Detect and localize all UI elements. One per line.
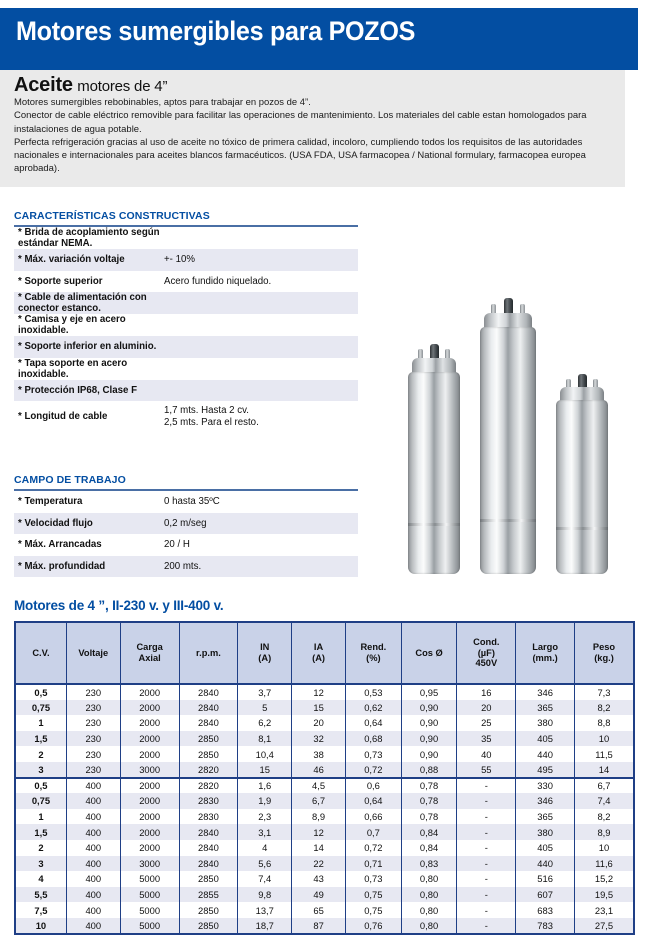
table-cell: 12 bbox=[292, 684, 346, 700]
spec-label: * Temperatura bbox=[18, 496, 83, 508]
table-cell: 2850 bbox=[179, 871, 238, 887]
spec-row bbox=[14, 292, 358, 314]
product-subtitle-normal: motores de 4” bbox=[77, 78, 168, 95]
table-row bbox=[15, 731, 634, 747]
table-cell: 20 bbox=[457, 700, 516, 716]
table-cell: 19,5 bbox=[575, 887, 635, 903]
table-cell: 0,90 bbox=[401, 746, 457, 762]
spec-row bbox=[14, 271, 358, 293]
table-cell: 2840 bbox=[179, 684, 238, 700]
table-cell: 0,5 bbox=[15, 684, 66, 700]
table-row bbox=[15, 871, 634, 887]
table-cell: 2000 bbox=[120, 793, 179, 809]
spec-row bbox=[14, 336, 358, 358]
table-cell: 2820 bbox=[179, 762, 238, 778]
table-cell: 2000 bbox=[120, 715, 179, 731]
table-cell: 230 bbox=[66, 684, 120, 700]
spec-value: Acero fundido niquelado. bbox=[164, 275, 272, 287]
spec-label: * Soporte inferior en aluminio. bbox=[18, 341, 157, 353]
table-cell: 0,72 bbox=[346, 840, 402, 856]
table-cell: 2850 bbox=[179, 902, 238, 918]
table-row bbox=[15, 840, 634, 856]
table-cell: 8,8 bbox=[575, 715, 635, 731]
table-cell: 25 bbox=[457, 715, 516, 731]
table-cell: 43 bbox=[292, 871, 346, 887]
product-subtitle-strong: Aceite bbox=[14, 74, 73, 96]
table-cell: - bbox=[457, 840, 516, 856]
table-cell: 440 bbox=[516, 856, 575, 872]
table-cell: 2000 bbox=[120, 684, 179, 700]
table-cell: 10 bbox=[575, 840, 635, 856]
table-cell: 230 bbox=[66, 700, 120, 716]
intro-line-3: Perfecta refrigeración gracias al uso de aceite no tóxico de primera calidad, incoloro, cumpliendo todos los requisitos de las autoridades nacionales e internacionales para aceites blancos farmacéuticos. (USA FDA, USA farmacopea / National formulary, farmacopea europea aprobada). bbox=[14, 136, 586, 175]
table-cell: 1 bbox=[15, 809, 66, 825]
table-cell: 683 bbox=[516, 902, 575, 918]
table-cell: 2830 bbox=[179, 809, 238, 825]
table-cell: 0,80 bbox=[401, 871, 457, 887]
table-cell: 400 bbox=[66, 856, 120, 872]
spec-value bbox=[164, 314, 358, 336]
intro-text bbox=[14, 96, 610, 176]
spec-label: * Soporte superior bbox=[18, 275, 103, 287]
table-row bbox=[15, 684, 634, 700]
table-cell: 10 bbox=[15, 918, 66, 934]
table-cell: 49 bbox=[292, 887, 346, 903]
table-cell: 32 bbox=[292, 731, 346, 747]
table-row bbox=[15, 700, 634, 716]
table-cell: 11,5 bbox=[575, 746, 635, 762]
motor-shaft-icon bbox=[504, 298, 513, 314]
table-cell: 1 bbox=[15, 715, 66, 731]
table-cell: 495 bbox=[516, 762, 575, 778]
table-cell: 400 bbox=[66, 918, 120, 934]
table-cell: 230 bbox=[66, 746, 120, 762]
spec-label: * Camisa y eje en acero inoxidable. bbox=[18, 314, 126, 336]
table-cell: 0,78 bbox=[401, 778, 457, 794]
table-cell: 0,80 bbox=[401, 918, 457, 934]
motor-unit-center bbox=[480, 298, 536, 574]
table-cell: 10 bbox=[575, 731, 635, 747]
motor-shaft-icon bbox=[578, 374, 587, 388]
spec-value: 0 hasta 35ºC bbox=[164, 496, 220, 508]
table-cell: 2840 bbox=[179, 715, 238, 731]
table-cell: - bbox=[457, 824, 516, 840]
spec-label: * Tapa soporte en acero inoxidable. bbox=[18, 357, 128, 380]
table-column-header: Cond. (µF) 450V bbox=[457, 622, 516, 684]
table-cell: 0,75 bbox=[346, 902, 402, 918]
spec-row bbox=[14, 249, 358, 271]
table-cell: 2,3 bbox=[238, 809, 292, 825]
motor-unit-left bbox=[408, 344, 460, 574]
table-row bbox=[15, 746, 634, 762]
table-cell: 5 bbox=[238, 700, 292, 716]
table-cell: 3 bbox=[15, 856, 66, 872]
table-row bbox=[15, 809, 634, 825]
spec-value: 1,7 mts. Hasta 2 cv. 2,5 mts. Para el resto. bbox=[164, 404, 259, 428]
table-cell: 20 bbox=[292, 715, 346, 731]
table-cell: 0,66 bbox=[346, 809, 402, 825]
motor-seam bbox=[556, 527, 608, 530]
table-column-header: Cos Ø bbox=[401, 622, 457, 684]
motor-body bbox=[480, 327, 536, 574]
spec-value bbox=[164, 358, 358, 380]
spec-row bbox=[14, 227, 358, 249]
table-cell: 400 bbox=[66, 902, 120, 918]
table-cell: 1,5 bbox=[15, 824, 66, 840]
spec-value: 20 / H bbox=[164, 539, 190, 551]
motor-body bbox=[556, 400, 608, 574]
spec-label: * Brida de acoplamiento según estándar NEMA. bbox=[18, 227, 160, 249]
spec-value bbox=[164, 380, 358, 402]
table-cell: 13,7 bbox=[238, 902, 292, 918]
table-cell: - bbox=[457, 793, 516, 809]
table-cell: 3,7 bbox=[238, 684, 292, 700]
table-cell: 2840 bbox=[179, 856, 238, 872]
table-cell: 14 bbox=[575, 762, 635, 778]
table-column-header: IA (A) bbox=[292, 622, 346, 684]
table-cell: 0,5 bbox=[15, 778, 66, 794]
spec-value: +- 10% bbox=[164, 254, 195, 266]
table-column-header: Peso (kg.) bbox=[575, 622, 635, 684]
table-row bbox=[15, 778, 634, 794]
table-cell: 365 bbox=[516, 700, 575, 716]
page-title: Motores sumergibles para POZOS bbox=[16, 16, 416, 46]
table-cell: 0,76 bbox=[346, 918, 402, 934]
spec-value bbox=[164, 227, 358, 249]
table-cell: 27,5 bbox=[575, 918, 635, 934]
section-campo-de-trabajo bbox=[14, 474, 358, 577]
table-cell: 2840 bbox=[179, 840, 238, 856]
table-cell: 0,73 bbox=[346, 871, 402, 887]
data-table-title: Motores de 4 ”, II-230 v. y III-400 v. bbox=[14, 598, 224, 613]
table-cell: - bbox=[457, 778, 516, 794]
table-column-header: Carga Axial bbox=[120, 622, 179, 684]
table-cell: 5000 bbox=[120, 918, 179, 934]
table-cell: 0,6 bbox=[346, 778, 402, 794]
table-cell: 0,72 bbox=[346, 762, 402, 778]
spec-label: * Protección IP68, Clase F bbox=[18, 384, 137, 396]
table-cell: 0,78 bbox=[401, 809, 457, 825]
table-cell: 12 bbox=[292, 824, 346, 840]
table-cell: 230 bbox=[66, 762, 120, 778]
table-cell: 0,84 bbox=[401, 824, 457, 840]
table-cell: 2840 bbox=[179, 824, 238, 840]
table-cell: 0,73 bbox=[346, 746, 402, 762]
table-cell: 7,3 bbox=[575, 684, 635, 700]
table-cell: 46 bbox=[292, 762, 346, 778]
table-cell: 0,62 bbox=[346, 700, 402, 716]
table-cell: 40 bbox=[457, 746, 516, 762]
table-cell: 400 bbox=[66, 809, 120, 825]
table-cell: 2855 bbox=[179, 887, 238, 903]
table-cell: 365 bbox=[516, 809, 575, 825]
spec-row bbox=[14, 314, 358, 336]
product-subtitle bbox=[14, 74, 167, 97]
table-cell: 8,1 bbox=[238, 731, 292, 747]
table-cell: 2850 bbox=[179, 918, 238, 934]
table-cell: 0,90 bbox=[401, 715, 457, 731]
table-cell: 2840 bbox=[179, 700, 238, 716]
table-cell: 35 bbox=[457, 731, 516, 747]
table-cell: 516 bbox=[516, 871, 575, 887]
table-cell: 0,83 bbox=[401, 856, 457, 872]
spec-label: * Máx. Arrancadas bbox=[18, 539, 102, 551]
table-cell: 2830 bbox=[179, 793, 238, 809]
table-cell: 22 bbox=[292, 856, 346, 872]
table-cell: - bbox=[457, 871, 516, 887]
table-cell: 8,2 bbox=[575, 700, 635, 716]
table-cell: 0,80 bbox=[401, 887, 457, 903]
table-cell: 0,68 bbox=[346, 731, 402, 747]
table-cell: 15 bbox=[238, 762, 292, 778]
table-row bbox=[15, 856, 634, 872]
table-cell: 8,9 bbox=[575, 824, 635, 840]
table-cell: - bbox=[457, 918, 516, 934]
table-cell: 0,75 bbox=[346, 887, 402, 903]
table-cell: 380 bbox=[516, 715, 575, 731]
table-cell: 8,2 bbox=[575, 809, 635, 825]
table-cell: 400 bbox=[66, 793, 120, 809]
table-cell: 4,5 bbox=[292, 778, 346, 794]
table-cell: 15 bbox=[292, 700, 346, 716]
table-cell: 16 bbox=[457, 684, 516, 700]
table-cell: 5,5 bbox=[15, 887, 66, 903]
table-cell: 87 bbox=[292, 918, 346, 934]
table-cell: 380 bbox=[516, 824, 575, 840]
table-cell: 4 bbox=[15, 871, 66, 887]
table-cell: 6,2 bbox=[238, 715, 292, 731]
table-header-row bbox=[15, 622, 634, 684]
table-cell: 0,78 bbox=[401, 793, 457, 809]
table-cell: 0,53 bbox=[346, 684, 402, 700]
table-cell: 3 bbox=[15, 762, 66, 778]
table-cell: 18,7 bbox=[238, 918, 292, 934]
table-column-header: Voltaje bbox=[66, 622, 120, 684]
table-cell: 7,4 bbox=[575, 793, 635, 809]
table-cell: 440 bbox=[516, 746, 575, 762]
spec-row bbox=[14, 534, 358, 556]
spec-label: * Longitud de cable bbox=[18, 410, 108, 422]
table-cell: 2 bbox=[15, 840, 66, 856]
table-cell: 5000 bbox=[120, 871, 179, 887]
spec-label: * Máx. variación voltaje bbox=[18, 254, 125, 266]
table-row bbox=[15, 887, 634, 903]
table-cell: 1,5 bbox=[15, 731, 66, 747]
table-cell: 0,84 bbox=[401, 840, 457, 856]
table-cell: 0,80 bbox=[401, 902, 457, 918]
table-cell: 6,7 bbox=[292, 793, 346, 809]
table-cell: 1,9 bbox=[238, 793, 292, 809]
table-cell: 14 bbox=[292, 840, 346, 856]
table-row bbox=[15, 824, 634, 840]
table-cell: 346 bbox=[516, 793, 575, 809]
table-cell: 230 bbox=[66, 731, 120, 747]
table-cell: 783 bbox=[516, 918, 575, 934]
spec-row bbox=[14, 513, 358, 535]
table-cell: - bbox=[457, 809, 516, 825]
table-cell: 10,4 bbox=[238, 746, 292, 762]
table-cell: 400 bbox=[66, 871, 120, 887]
table-cell: 2820 bbox=[179, 778, 238, 794]
spec-value bbox=[164, 336, 358, 358]
motor-seam bbox=[480, 519, 536, 522]
table-cell: 2850 bbox=[179, 731, 238, 747]
table-column-header: r.p.m. bbox=[179, 622, 238, 684]
spec-label: * Máx. profundidad bbox=[18, 560, 106, 572]
table-row bbox=[15, 918, 634, 934]
table-cell: 1,6 bbox=[238, 778, 292, 794]
table-cell: 3000 bbox=[120, 856, 179, 872]
table-cell: 346 bbox=[516, 684, 575, 700]
spec-value: 200 mts. bbox=[164, 560, 202, 572]
table-row bbox=[15, 715, 634, 731]
motor-shaft-icon bbox=[430, 344, 439, 359]
table-cell: 65 bbox=[292, 902, 346, 918]
table-cell: 400 bbox=[66, 887, 120, 903]
table-cell: 5000 bbox=[120, 902, 179, 918]
table-cell: 230 bbox=[66, 715, 120, 731]
table-row bbox=[15, 793, 634, 809]
table-cell: 2000 bbox=[120, 824, 179, 840]
section-title-trabajo: CAMPO DE TRABAJO bbox=[14, 474, 126, 486]
table-cell: 8,9 bbox=[292, 809, 346, 825]
table-cell: 0,90 bbox=[401, 731, 457, 747]
table-cell: 0,95 bbox=[401, 684, 457, 700]
table-cell: 7,5 bbox=[15, 902, 66, 918]
motor-unit-right bbox=[556, 374, 608, 574]
table-cell: 400 bbox=[66, 824, 120, 840]
intro-line-2: Conector de cable eléctrico removible para facilitar las operaciones de mantenimiento. Los materiales del cable estan homologados para instalaciones de agua potable. bbox=[14, 110, 587, 135]
motor-seam bbox=[408, 523, 460, 526]
table-cell: 2000 bbox=[120, 778, 179, 794]
table-cell: 2000 bbox=[120, 809, 179, 825]
table-cell: 0,7 bbox=[346, 824, 402, 840]
table-column-header: IN (A) bbox=[238, 622, 292, 684]
table-cell: - bbox=[457, 902, 516, 918]
spec-row bbox=[14, 401, 358, 432]
table-cell: 400 bbox=[66, 778, 120, 794]
table-cell: 23,1 bbox=[575, 902, 635, 918]
table-row bbox=[15, 762, 634, 778]
table-cell: - bbox=[457, 887, 516, 903]
table-cell: 400 bbox=[66, 840, 120, 856]
spec-row bbox=[14, 380, 358, 402]
table-cell: 2850 bbox=[179, 746, 238, 762]
spec-value: 0,2 m/seg bbox=[164, 517, 207, 529]
spec-label: * Velocidad flujo bbox=[18, 517, 93, 529]
section-title-constructivas: CARACTERÍSTICAS CONSTRUCTIVAS bbox=[14, 210, 210, 222]
motor-body bbox=[408, 372, 460, 574]
table-cell: 330 bbox=[516, 778, 575, 794]
table-cell: 0,88 bbox=[401, 762, 457, 778]
table-cell: 9,8 bbox=[238, 887, 292, 903]
table-cell: 405 bbox=[516, 731, 575, 747]
table-cell: 405 bbox=[516, 840, 575, 856]
motor-specifications-table bbox=[14, 621, 635, 935]
table-cell: 11,6 bbox=[575, 856, 635, 872]
table-cell: 2000 bbox=[120, 731, 179, 747]
table-cell: 2000 bbox=[120, 746, 179, 762]
table-cell: 6,7 bbox=[575, 778, 635, 794]
table-cell: 3000 bbox=[120, 762, 179, 778]
spec-row bbox=[14, 556, 358, 578]
table-cell: 607 bbox=[516, 887, 575, 903]
table-column-header: C.V. bbox=[15, 622, 66, 684]
spec-label: * Cable de alimentación con conector estanco. bbox=[18, 292, 147, 314]
table-cell: 15,2 bbox=[575, 871, 635, 887]
section-caracteristicas-constructivas bbox=[14, 210, 358, 432]
table-cell: 3,1 bbox=[238, 824, 292, 840]
table-cell: 2000 bbox=[120, 700, 179, 716]
table-cell: 0,90 bbox=[401, 700, 457, 716]
table-cell: 5000 bbox=[120, 887, 179, 903]
product-image bbox=[408, 282, 638, 574]
intro-line-1: Motores sumergibles rebobinables, aptos para trabajar en pozos de 4”. bbox=[14, 97, 311, 108]
table-cell: 5,6 bbox=[238, 856, 292, 872]
table-column-header: Largo (mm.) bbox=[516, 622, 575, 684]
table-column-header: Rend. (%) bbox=[346, 622, 402, 684]
table-row bbox=[15, 902, 634, 918]
table-cell: 2 bbox=[15, 746, 66, 762]
table-cell: - bbox=[457, 856, 516, 872]
table-cell: 0,75 bbox=[15, 793, 66, 809]
trabajo-spec-table bbox=[14, 491, 358, 577]
table-cell: 55 bbox=[457, 762, 516, 778]
spec-value bbox=[164, 292, 358, 314]
table-cell: 0,64 bbox=[346, 793, 402, 809]
spec-row bbox=[14, 358, 358, 380]
table-cell: 2000 bbox=[120, 840, 179, 856]
constructivas-spec-table bbox=[14, 227, 358, 432]
spec-row bbox=[14, 491, 358, 513]
table-cell: 0,71 bbox=[346, 856, 402, 872]
table-cell: 4 bbox=[238, 840, 292, 856]
table-cell: 7,4 bbox=[238, 871, 292, 887]
table-cell: 38 bbox=[292, 746, 346, 762]
table-cell: 0,75 bbox=[15, 700, 66, 716]
table-cell: 0,64 bbox=[346, 715, 402, 731]
